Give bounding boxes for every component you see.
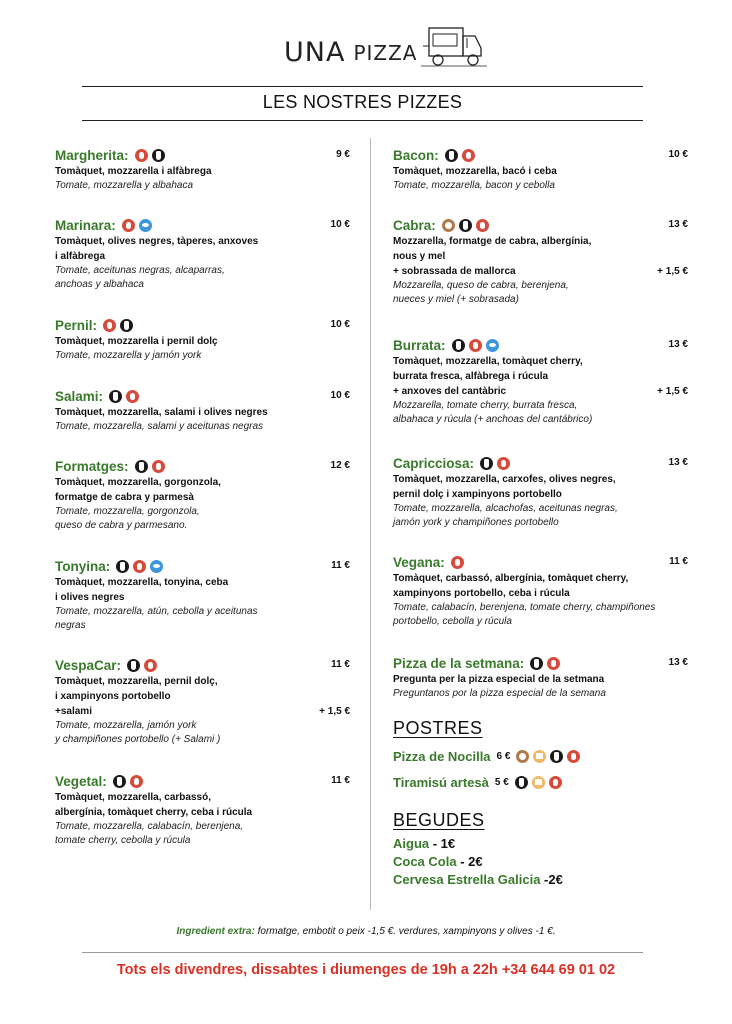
pizza-item: [393, 146, 688, 193]
nuts-icon: [442, 219, 455, 232]
pizza-name: Burrata:: [393, 337, 446, 353]
pizza-name: VespaCar:: [55, 657, 122, 673]
title-rule-top: [82, 86, 643, 87]
milk-icon: [135, 460, 148, 473]
pizza-ingredients-es: Tomate, calabacín, berenjena, tomate cherry, champiñones: [393, 602, 656, 613]
postre-name: Tiramisú artesà: [393, 775, 489, 790]
pizza-name-line: [55, 557, 350, 575]
pizza-price: 10 €: [668, 149, 688, 160]
gluten-icon: [451, 556, 464, 569]
gluten-icon: [103, 319, 116, 332]
beguda-price: - 2€: [456, 854, 483, 869]
gluten-icon: [144, 659, 157, 672]
pizza-name-line: [393, 654, 688, 672]
brand-logo: [284, 18, 487, 68]
pizza-ingredients-ca: Tomàquet, mozzarella, tonyina, ceba: [55, 577, 229, 588]
pizza-name-line: [55, 316, 350, 334]
pizza-item: [55, 557, 350, 633]
pizza-price: 10 €: [330, 390, 350, 401]
pizza-ingredients-ca: Tomàquet, olives negres, tàperes, anxoves: [55, 236, 259, 247]
column-divider: [370, 138, 371, 910]
gluten-icon: [122, 219, 135, 232]
pizza-item: [55, 387, 350, 434]
title-rule-bottom: [82, 120, 643, 121]
page-title: LES NOSTRES PIZZES: [262, 92, 463, 112]
pizza-ingredients-ca: Tomàquet, mozzarella, tomàquet cherry,: [393, 356, 583, 367]
pizza-ingredients-ca: albergínia, tomàquet cherry, ceba i rúcula: [55, 807, 253, 818]
pizza-ingredients-ca: xampinyons portobello, ceba i rúcula: [393, 588, 570, 599]
allergen-icons: [442, 219, 489, 232]
gluten-icon: [130, 775, 143, 788]
egg-icon: [532, 776, 545, 789]
allergen-icons: [515, 776, 562, 789]
milk-icon: [116, 560, 129, 573]
pizza-ingredients-es: Tomate, mozzarella, jamón york: [55, 720, 197, 731]
pizza-ingredients-es: albahaca y rúcula (+ anchoas del cantábrico): [393, 414, 593, 425]
pizza-name-line: [55, 216, 350, 234]
pizza-ingredients-es: Tomate, mozzarella, atún, cebolla y aceitunas: [55, 606, 258, 617]
milk-icon: [515, 776, 528, 789]
allergen-icons: [135, 149, 165, 162]
pizza-item: [393, 336, 688, 427]
pizza-item: [55, 772, 350, 848]
pizza-ingredients-es: anchoas y albahaca: [55, 279, 144, 290]
gluten-icon: [135, 149, 148, 162]
gluten-icon: [469, 339, 482, 352]
gluten-icon: [547, 657, 560, 670]
pizza-price: 11 €: [331, 560, 350, 571]
fish-icon: [139, 219, 152, 232]
pizza-name: Cabra:: [393, 217, 436, 233]
begudes-heading: BEGUDES: [393, 810, 485, 830]
beguda-item: [393, 854, 483, 869]
pizza-item: [55, 656, 350, 747]
pizza-ingredients-es: Mozzarella, tomate cherry, burrata fresca,: [393, 400, 578, 411]
extra-ingredients-text: formatge, embotit o peix -1,5 €. verdures, xampinyons y olives -1 €.: [254, 926, 556, 937]
milk-icon: [127, 659, 140, 672]
egg-icon: [533, 750, 546, 763]
extra-price: + 1,5 €: [657, 266, 688, 277]
pizza-ingredients-ca: pernil dolç i xampinyons portobello: [393, 489, 562, 500]
allergen-icons: [103, 319, 133, 332]
pizza-ingredients-es: Preguntanos por la pizza especial de la semana: [393, 688, 606, 699]
pizza-item: [393, 654, 688, 701]
gluten-icon: [126, 390, 139, 403]
allergen-icons: [109, 390, 139, 403]
pizza-price: 13 €: [668, 219, 688, 230]
pizza-name: Bacon:: [393, 147, 439, 163]
pizza-item: [55, 146, 350, 193]
pizza-ingredients-ca: +salami + 1,5 €: [55, 706, 350, 717]
beguda-name: Aigua: [393, 836, 430, 851]
pizza-ingredients-es: Tomate, mozzarella y jamón york: [55, 350, 202, 361]
pizza-name: Salami:: [55, 388, 104, 404]
pizza-name-line: [55, 387, 350, 405]
postres-heading: POSTRES: [393, 718, 483, 738]
pizza-ingredients-es: Tomate, mozzarella, calabacín, berenjena,: [55, 821, 244, 832]
pizza-ingredients-ca: Pregunta per la pizza especial de la setmana: [393, 674, 605, 685]
pizza-price: 9 €: [336, 149, 350, 160]
pizza-name: Capricciosa:: [393, 455, 475, 471]
pizza-ingredients-ca: Tomàquet, carbassó, albergínia, tomàquet cherry,: [393, 573, 629, 584]
pizza-van-icon: [421, 24, 487, 68]
pizza-name: Margherita:: [55, 147, 129, 163]
allergen-icons: [122, 219, 152, 232]
pizza-ingredients-es: Tomate, mozzarella, salami y aceitunas negras: [55, 421, 264, 432]
milk-icon: [550, 750, 563, 763]
pizza-ingredients-ca: Tomàquet, mozzarella, gorgonzola,: [55, 477, 221, 488]
pizza-ingredients-ca: Tomàquet, mozzarella i pernil dolç: [55, 336, 218, 347]
pizza-ingredients-ca: formatge de cabra y parmesà: [55, 492, 194, 503]
pizza-ingredients-es: Tomate, mozzarella y albahaca: [55, 180, 194, 191]
fish-icon: [486, 339, 499, 352]
pizza-ingredients-es: y champiñones portobello (+ Salami ): [55, 734, 221, 745]
pizza-ingredients-es: queso de cabra y parmesano.: [55, 520, 188, 531]
milk-icon: [152, 149, 165, 162]
pizza-ingredients-es: nueces y miel (+ sobrasada): [393, 294, 519, 305]
pizza-ingredients-ca: Tomàquet, mozzarella, carxofes, olives negres,: [393, 474, 616, 485]
beguda-name: Coca Cola: [393, 854, 457, 869]
pizza-ingredients-ca: Tomàquet, mozzarella, carbassó,: [55, 792, 211, 803]
pizza-name-line: [393, 216, 688, 234]
pizza-name: Vegana:: [393, 554, 445, 570]
beguda-price: -2€: [540, 872, 563, 887]
milk-icon: [120, 319, 133, 332]
allergen-icons: [135, 460, 165, 473]
extra-price: + 1,5 €: [319, 706, 350, 717]
pizza-ingredients-ca: Tomàquet, mozzarella, pernil dolç,: [55, 676, 218, 687]
milk-icon: [109, 390, 122, 403]
pizza-name-line: [393, 336, 688, 354]
allergen-icons: [127, 659, 157, 672]
postre-price: 5 €: [494, 777, 509, 788]
pizza-name-line: [393, 146, 688, 164]
beguda-name: Cervesa Estrella Galicia: [393, 872, 541, 887]
footer-rule: [82, 952, 643, 953]
pizza-name: Formatges:: [55, 458, 129, 474]
allergen-icons: [452, 339, 499, 352]
pizza-name: Marinara:: [55, 217, 116, 233]
allergen-icons: [116, 560, 163, 573]
pizza-ingredients-es: portobello, cebolla y rúcula: [393, 616, 512, 627]
gluten-icon: [567, 750, 580, 763]
milk-icon: [480, 457, 493, 470]
gluten-icon: [152, 460, 165, 473]
extra-ingredients-note: [0, 926, 732, 937]
gluten-icon: [476, 219, 489, 232]
pizza-price: 13 €: [668, 339, 688, 350]
milk-icon: [113, 775, 126, 788]
pizza-ingredients-ca: + sobrassada de mallorca + 1,5 €: [393, 266, 688, 277]
pizza-item: [393, 454, 688, 530]
postre-name: Pizza de Nocilla: [393, 749, 491, 764]
pizza-name: Pizza de la setmana:: [393, 655, 525, 671]
pizza-item: [55, 457, 350, 533]
postre-item: [393, 749, 580, 764]
pizza-ingredients-ca: Mozzarella, formatge de cabra, albergínia,: [393, 236, 592, 247]
pizza-price: 11 €: [669, 556, 688, 567]
pizza-item: [55, 316, 350, 363]
pizza-price: 10 €: [330, 319, 350, 330]
pizza-name-line: [55, 656, 350, 674]
pizza-name-line: [393, 454, 688, 472]
pizza-ingredients-es: negras: [55, 620, 86, 631]
pizza-name: Tonyina:: [55, 558, 111, 574]
pizza-name-line: [393, 553, 688, 571]
pizza-ingredients-ca: i alfàbrega: [55, 251, 106, 262]
pizza-ingredients-ca: Tomàquet, mozzarella i alfàbrega: [55, 166, 212, 177]
beguda-item: [393, 872, 563, 887]
pizza-ingredients-es: Tomate, mozzarella, gorgonzola,: [55, 506, 200, 517]
pizza-ingredients-ca: Tomàquet, mozzarella, salami i olives negres: [55, 407, 268, 418]
pizza-ingredients-es: Tomate, aceitunas negras, alcaparras,: [55, 265, 225, 276]
opening-hours-phone: Tots els divendres, dissabtes i diumenges de 19h a 22h +34 644 69 01 02: [116, 962, 616, 978]
extra-ingredients-label: Ingredient extra:: [176, 926, 255, 937]
allergen-icons: [113, 775, 143, 788]
pizza-item: [393, 216, 688, 307]
pizza-price: 13 €: [668, 657, 688, 668]
pizza-ingredients-ca: i olives negres: [55, 592, 125, 603]
pizza-ingredients-es: Tomate, mozzarella, bacon y cebolla: [393, 180, 555, 191]
allergen-icons: [530, 657, 560, 670]
pizza-price: 10 €: [330, 219, 350, 230]
pizza-ingredients-es: Tomate, mozzarella, alcachofas, aceitunas negras,: [393, 503, 618, 514]
milk-icon: [530, 657, 543, 670]
allergen-icons: [445, 149, 475, 162]
pizza-ingredients-ca: + anxoves del cantàbric + 1,5 €: [393, 386, 688, 397]
allergen-icons: [516, 750, 580, 763]
beguda-price: - 1€: [429, 836, 456, 851]
pizza-ingredients-ca: burrata fresca, alfàbrega i rúcula: [393, 371, 549, 382]
extra-price: + 1,5 €: [657, 386, 688, 397]
nuts-icon: [516, 750, 529, 763]
pizza-ingredients-ca: Tomàquet, mozzarella, bacó i ceba: [393, 166, 557, 177]
allergen-icons: [480, 457, 510, 470]
pizza-ingredients-es: jamón york y champiñones portobello: [393, 517, 559, 528]
pizza-price: 12 €: [330, 460, 350, 471]
pizza-name-line: [55, 457, 350, 475]
gluten-icon: [133, 560, 146, 573]
pizza-name: Pernil:: [55, 317, 98, 333]
pizza-ingredients-es: tomate cherry, cebolla y rúcula: [55, 835, 191, 846]
pizza-item: [393, 553, 688, 629]
brand-word-una: UNA: [284, 37, 346, 68]
milk-icon: [445, 149, 458, 162]
milk-icon: [452, 339, 465, 352]
allergen-icons: [451, 556, 464, 569]
pizza-ingredients-es: Mozzarella, queso de cabra, berenjena,: [393, 280, 569, 291]
postre-item: [393, 775, 562, 790]
pizza-name: Vegetal:: [55, 773, 107, 789]
gluten-icon: [497, 457, 510, 470]
pizza-price: 11 €: [331, 775, 350, 786]
gluten-icon: [549, 776, 562, 789]
brand-word-pizza: PIZZA: [353, 41, 418, 65]
gluten-icon: [462, 149, 475, 162]
beguda-item: [393, 836, 455, 851]
milk-icon: [459, 219, 472, 232]
pizza-ingredients-ca: i xampinyons portobello: [55, 691, 171, 702]
pizza-ingredients-ca: nous y mel: [393, 251, 446, 262]
pizza-item: [55, 216, 350, 292]
pizza-price: 13 €: [668, 457, 688, 468]
pizza-name-line: [55, 146, 350, 164]
fish-icon: [150, 560, 163, 573]
pizza-price: 11 €: [331, 659, 350, 670]
postre-price: 6 €: [496, 751, 511, 762]
pizza-name-line: [55, 772, 350, 790]
